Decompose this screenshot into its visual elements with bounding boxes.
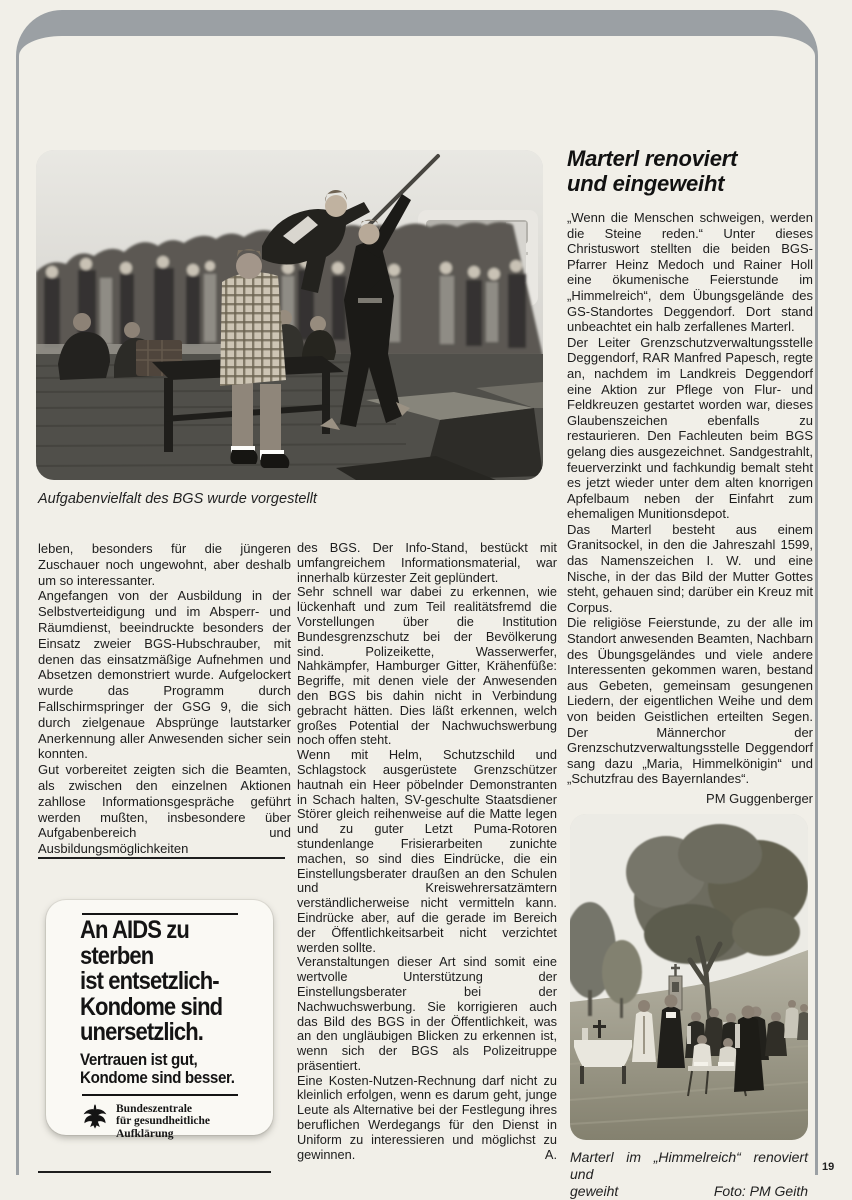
bgs-paragraph: des BGS. Der Info-Stand, bestückt mit umfangreichem Informationsmaterial, war innerhalb kürzester Zeit geplündert. [297,540,557,585]
bgs-article-signature: A. [544,1146,557,1162]
ad-subline-1: Vertrauen ist gut, [80,1050,198,1069]
bgs-paragraph: Sehr schnell war dabei zu erkennen, wie lückenhaft und zum Teil realitätsfremd die Vorstellungen über die Institution Bundesgrenzschutz bei der Bevölkerung sind. Polizeikette, Wasserwerfer, Nahkämpfer, Hamburger Gitter, Krähenfüße: Begriffe, mit denen viele der Anwesenden den BGS bis dahin nicht in Verbindung gebracht hätten. Dies läßt erkennen, welch großes Potential der Nachwuchswerbung noch offen steht. [297,584,557,748]
bgs-paragraph: Eine Kosten-Nutzen-Rechnung darf nicht zu kleinlich erfolgen, wenn es darum geht, junge Leute als Alternative bei der Festlegung ihres beruflichen Werdegangs für den Dienst in Uniform zu interessieren und möglichst zu gewinnen. [297,1072,557,1162]
ad-publisher-block [82,1103,273,1141]
bgs-paragraph: Gut vorbereitet zeigten sich die Beamten, als zwischen den einzelnen Aktionen zahllose Informationsgespräche geführt werden mußten, insbesondere über Aufgabenbereich und Ausbildungsmöglichkeiten [38,762,291,857]
bgs-paragraph: Veranstaltungen dieser Art sind somit eine wertvolle Unterstützung der Einstellungsberater bei der Nachwuchswerbung. Sie korrigieren auch das Bild des BGS in der Öffentlichkeit, was an den ungläubigen Blicken zu erkennen ist, wenn sich der BGS als Polizeitruppe präsentiert. [297,954,557,1073]
marterl-ceremony-photo-art [570,814,808,1140]
ad-subline-2: Kondome sind besser. [80,1069,235,1087]
ad-mid-rule [82,1094,238,1096]
left-column-bottom-rule [38,1171,271,1173]
aids-awareness-ad [46,900,273,1140]
ad-publisher-line: Bundeszentrale [116,1102,193,1115]
left-column-separator-rule [38,857,285,859]
bgs-article-left-column [38,541,291,857]
ad-headline-line: sterben [80,941,154,970]
small-photo-caption-line1: Marterl im „Himmelreich“ renoviert und [570,1149,808,1182]
small-photo-caption [570,1149,808,1200]
marterl-paragraph: Die religiöse Feierstunde, zu der alle im Standort anwesenden Beamten, Nachbarn des Übungsgeländes und viele andere Interessenten gekommen waren, bestand aus Gebeten, gemeinsam gesungenen Liedern, der eigentlichen Weihe und dem von beiden Geistlichen erteilten Segen. Der Männerchor der Grenzschutzverwaltungsstelle Deggendorf sang dazu „Maria, Himmelkönigin“ und „Schutzfrau des Bayernlandes“. [567,615,813,787]
ad-headline [80,918,250,1046]
bgs-article-middle-column [297,541,557,1162]
ad-headline-line: Kondome sind [80,992,223,1021]
bgs-demonstration-photo-art [36,150,543,480]
small-photo-caption-line2: geweiht [570,1183,619,1199]
marterl-article-title [567,146,827,196]
marterl-paragraph: Das Marterl besteht aus einem Granitsockel, in den die Jahreszahl 1599, das Namenszeichen I. W. und eine Nische, in der das Bild der Mutter Gottes steht, gehauen sind; darüber ein Kreuz mit Corpus. [567,521,813,615]
marterl-paragraph: Der Leiter Grenzschutzverwaltungsstelle Deggendorf, RAR Manfred Papesch, regte an, nachdem im Landkreis Deggendorf eine Aktion zur Pflege von Flur- und Feldkreuzen gestartet worden war, dieses Glaubenszeichen ebenfalls zu restaurieren. Den Fachleuten beim BGS gelang dies ausgezeichnet. Sandgestrahlt, feuerverzinkt und fachkundig bemalt steht es jetzt wieder unter dem alten knorrigen Apfelbaum neben der Einfahrt zum ehemaligen Munitionsdepot. [567,334,813,522]
marterl-ceremony-photo [570,814,808,1140]
marterl-article-signature: PM Guggenberger [706,790,813,806]
bgs-paragraph: Angefangen von der Ausbildung in der Selbstverteidigung und im Absperr- und Räumdienst, beeindruckte besonders der Einsatz zweier BGS-Hubschrauber, mit denen das einsatzmäßige Aufnehmen und Absetzen demonstriert wurde. Aufgelockert wurde das Programm durch Fallschirmspringer der GSG 9, die sich durch zielgenaue Absprünge lautstarker Anerkennung aller Anwesenden sicher sein konnten. [38,588,291,762]
bgs-paragraph: leben, besonders für die jüngeren Zuschauer noch ungewohnt, aber deshalb um so interessanter. [38,541,291,588]
ad-publisher-line: für gesundheitliche [116,1115,211,1127]
marterl-article-body [567,210,813,807]
marterl-title-line2: und eingeweiht [567,171,725,196]
bgs-paragraph: Wenn mit Helm, Schutzschild und Schlagstock ausgerüstete Grenzschützer hautnah ein Heer pöbelnder Demonstranten in Schach halten, SV-geschulte Staatsdiener Störer gleich reihenweise auf die Matte legen und zu guter Letzt Puma-Rotoren stundenlange Frisierarbeiten zunichte machen, so sind dies Eindrücke, die ein Einstellungsberater draußen an den Schulen und Kreiswehrersatzämtern verständlicherweise nicht vermitteln kann. Eindrücke aber, auf die gerade im Bereich der Öffentlichkeitsarbeit nicht verzichtet werden sollte. [297,747,557,955]
ad-headline-line: An AIDS zu [80,916,189,944]
photo-credit: Foto: PM Geith [713,1183,808,1199]
ad-headline-line: ist entsetzlich- [80,967,219,995]
federal-eagle-icon [82,1103,108,1133]
ad-publisher-line: Aufklärung [116,1127,174,1140]
ad-top-rule [82,913,238,915]
main-photo-caption: Aufgabenvielfalt des BGS wurde vorgestellt [38,491,317,507]
marterl-title-line1: Marterl renoviert [567,146,738,171]
marterl-paragraph: „Wenn die Menschen schweigen, werden die Steine reden.“ Unter dieses Christuswort stellten die beiden BGS-Pfarrer Heinz Medoch und Rainer Holl eine ökumenische Feierstunde im „Himmelreich“, dem Übungsgelände des GS-Standortes Deggendorf. Dort stand unbeachtet ein halb zerfallenes Marterl. [567,210,813,335]
ad-publisher-name [116,1103,210,1141]
page-number: 19 [822,1161,835,1173]
bgs-demonstration-photo [36,150,543,480]
ad-subline [80,1051,258,1088]
ad-headline-line: unersetzlich. [80,1018,204,1046]
